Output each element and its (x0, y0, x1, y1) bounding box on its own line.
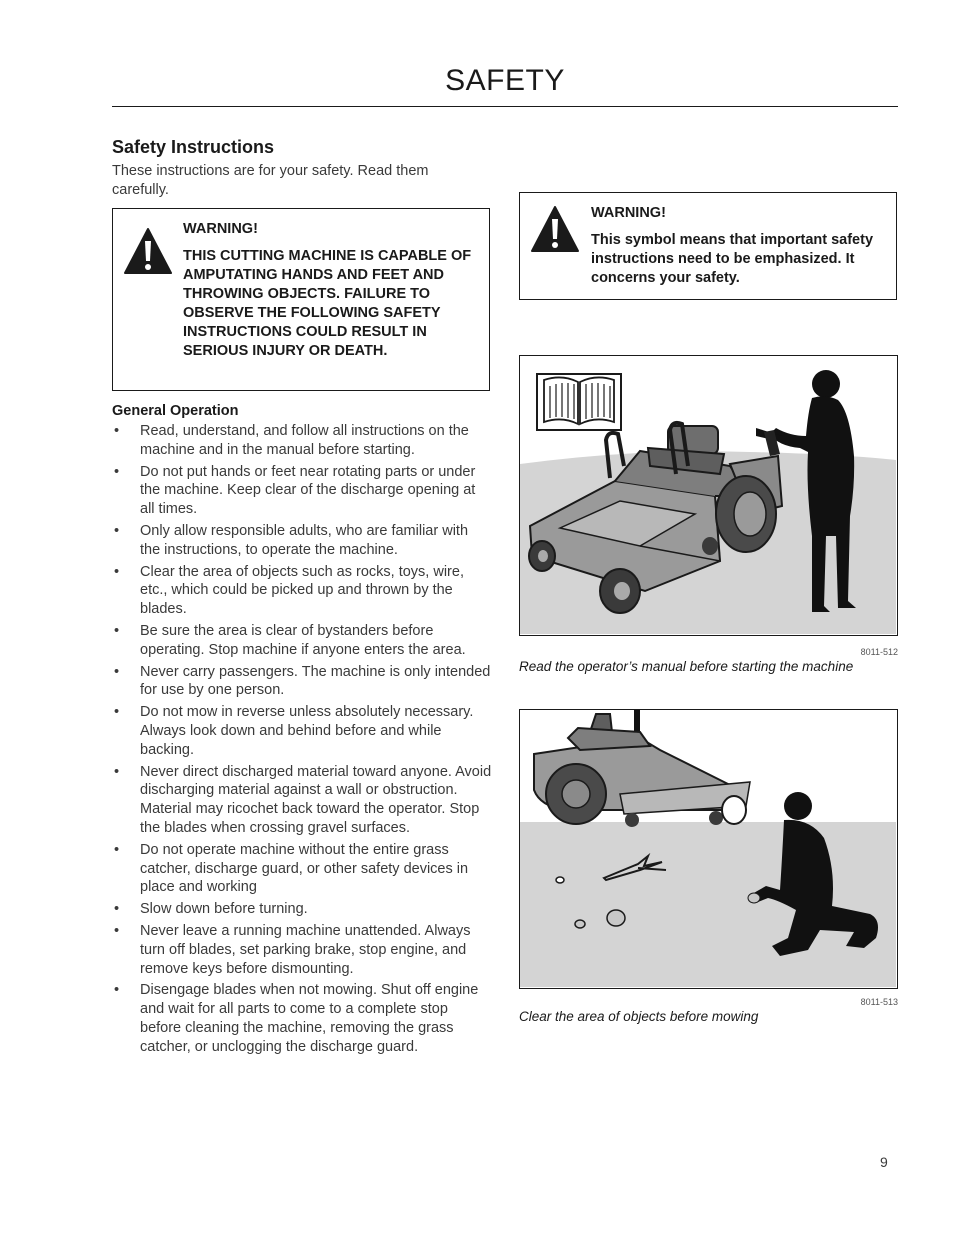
figure-caption: Clear the area of objects before mowing (519, 1009, 759, 1024)
figure-clear-area (519, 709, 898, 989)
list-item: • Never direct discharged material toward anyone. Avoid discharging material against a wall or obstruction. Material may ricochet back toward the operator. Stop the blades when crossing gravel surfaces. (112, 763, 492, 838)
illustration-clearing-objects (520, 710, 896, 987)
left-column (112, 137, 492, 1060)
illustration-operator-with-mower (520, 356, 896, 634)
warning-triangle-icon (530, 205, 580, 253)
warning-triangle-icon (123, 227, 173, 275)
section-intro: These instructions are for your safety. Read them carefully. (112, 163, 429, 198)
figure-code: 8011-513 (860, 997, 898, 1007)
list-item: • Slow down before turning. (112, 900, 492, 919)
list-item: • Be sure the area is clear of bystanders before operating. Stop machine if anyone enters the area. (112, 622, 492, 660)
page-number: 9 (880, 1154, 888, 1170)
section-heading: Safety Instructions (112, 137, 275, 157)
warning-text: THIS CUTTING MACHINE IS CAPABLE OF AMPUTATING HANDS AND FEET AND THROWING OBJECTS. FAILURE TO OBSERVE THE FOLLOWING SAFETY INSTRUCTIONS COULD RESULT IN SERIOUS INJURY OR DEATH. (183, 248, 472, 359)
list-item: • Disengage blades when not mowing. Shut off engine and wait for all parts to come to a complete stop before cleaning the machine, removing the grass catcher, or unclogging the discharge guard. (112, 981, 492, 1056)
figure-code: 8011-512 (860, 647, 898, 657)
zero-turn-mower-illustration (534, 710, 750, 827)
warning-title: WARNING! (591, 205, 666, 221)
warning-title: WARNING! (183, 221, 258, 237)
general-operation-heading: General Operation (112, 403, 239, 419)
list-item: • Clear the area of objects such as rocks, toys, wire, etc., which could be picked up and thrown by the blades. (112, 563, 492, 619)
list-item: • Only allow responsible adults, who are familiar with the instructions, to operate the machine. (112, 522, 492, 560)
list-item: • Read, understand, and follow all instructions on the machine and in the manual before starting. (112, 422, 492, 460)
list-item: • Do not put hands or feet near rotating parts or under the machine. Keep clear of the discharge opening at all times. (112, 463, 492, 519)
list-item: • Never leave a running machine unattended. Always turn off blades, set parking brake, stop engine, and remove keys before dismounting. (112, 922, 492, 978)
title-divider (112, 106, 898, 107)
figure-caption: Read the operator’s manual before starting the machine (519, 659, 854, 674)
general-operation-list (112, 422, 492, 1057)
list-item: • Never carry passengers. The machine is only intended for use by one person. (112, 663, 492, 701)
list-item: • Do not operate machine without the entire grass catcher, discharge guard, or other safety devices in place and working (112, 841, 492, 897)
warning-text: This symbol means that important safety instructions need to be emphasized. It concerns your safety. (591, 232, 874, 286)
list-item: • Do not mow in reverse unless absolutely necessary. Always look down and behind before and while backing. (112, 703, 492, 759)
figure-read-manual (519, 355, 898, 636)
warning-box-symbol (519, 192, 897, 300)
page-title: SAFETY (445, 64, 565, 97)
open-book-icon (537, 374, 621, 430)
warning-box-amputation (112, 208, 490, 391)
